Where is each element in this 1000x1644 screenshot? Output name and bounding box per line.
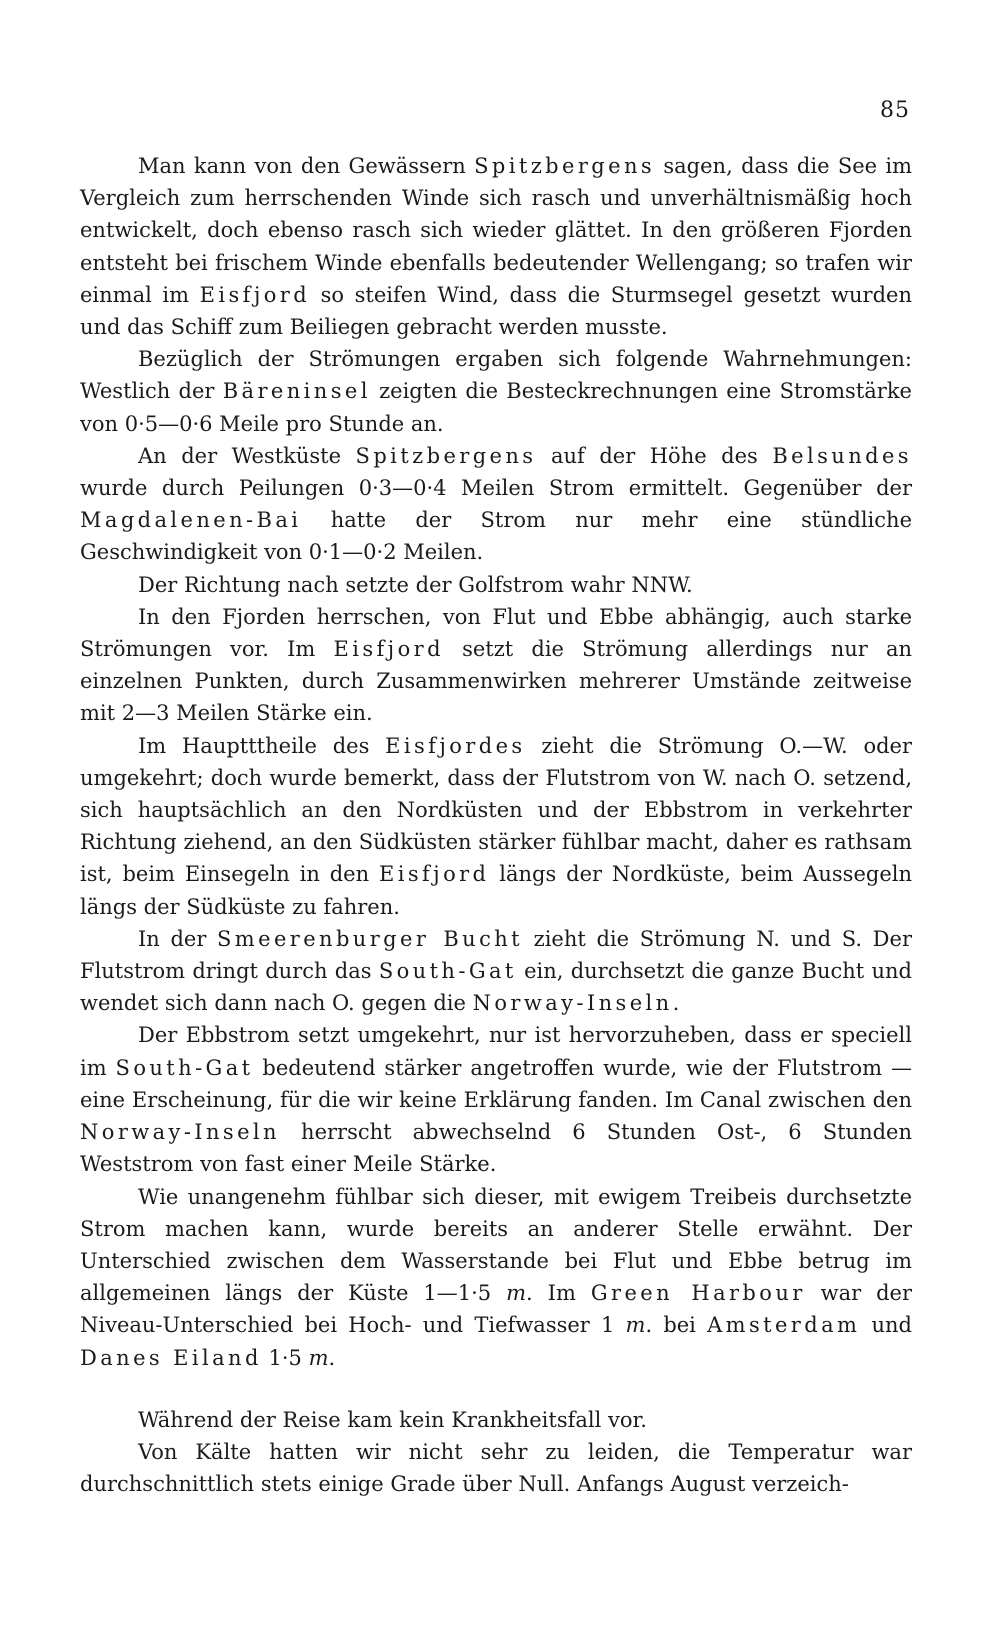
text-run: 1·5 xyxy=(261,1345,309,1370)
text-run: herrscht abwechselnd 6 Stunden Ost-, 6 Stunden Weststrom von fast einer Meile Stärke. xyxy=(80,1120,912,1177)
text-run: auf der Höhe des xyxy=(536,443,773,468)
spaced-name: Eisfjord xyxy=(199,282,311,307)
spaced-name: Belsundes xyxy=(772,443,912,468)
spaced-name: Danes Eiland xyxy=(80,1345,262,1370)
spaced-name: Eisfjord xyxy=(333,637,444,662)
text-run: hatte der Strom nur mehr eine stündliche Geschwindigkeit von 0·1—0·2 Meilen. xyxy=(80,508,912,565)
text-run: zeigten die Besteckrechnungen eine Stromstärke von 0·5—0·6 Meile pro Stunde an. xyxy=(80,379,912,436)
paragraph xyxy=(80,150,912,343)
paragraph xyxy=(80,440,912,569)
paragraph xyxy=(80,343,912,440)
text-run: In den Fjorden herrschen, von Flut und Ebbe abhängig, auch starke Strömungen vor. Im xyxy=(80,604,912,662)
spaced-name: Norway-Inseln xyxy=(80,1120,280,1145)
text-run: . bei xyxy=(645,1313,708,1338)
spaced-name: Amsterdam xyxy=(707,1313,861,1338)
text-run: Im Hauptttheile des xyxy=(138,733,386,758)
paragraph xyxy=(80,1404,912,1436)
spaced-name: Green Harbour xyxy=(590,1281,806,1306)
text-run: Man kann von den Gewässern xyxy=(138,154,475,178)
text-run: . xyxy=(328,1345,336,1370)
text-run: Wie unangenehm fühlbar sich dieser, mit ewigem Treibeis durchsetzte Strom machen kann, wurde bereits an anderer Stelle erwähnt. Der Unterschied zwischen dem Wasserstande bei Flut und Ebbe betrug im allgemeinen längs der Küste 1—1·5 xyxy=(80,1184,912,1306)
text-run: so steifen Wind, dass die Sturmsegel gesetzt wurden und das Schiff zum Beiliegen gebracht werden musste. xyxy=(80,282,912,340)
page-number: 85 xyxy=(880,98,910,123)
spaced-name: South-Gat xyxy=(378,959,517,984)
text-run: Der Richtung nach setzte der Golfstrom wahr NNW. xyxy=(138,572,693,597)
spaced-name: South-Gat xyxy=(115,1055,254,1080)
spaced-name: Smeerenburger Bucht xyxy=(217,926,524,951)
text-run: bedeutend stärker angetroffen wurde, wie der Flutstrom — eine Erscheinung, für die wir keine Erklärung fanden. Im Canal zwischen den xyxy=(80,1055,912,1112)
paragraph xyxy=(80,1181,912,1374)
text-run: Während der Reise kam kein Krankheitsfall vor. xyxy=(138,1407,647,1432)
body-text xyxy=(80,150,912,1500)
paragraph xyxy=(80,1019,912,1180)
text-run: längs der Nordküste, beim Aussegeln längs der Südküste zu fahren. xyxy=(80,862,912,919)
text-run: ein, durchsetzt die ganze Bucht und wendet sich dann nach O. gegen die xyxy=(80,959,912,1016)
text-run: setzt die Strömung allerdings nur an einzelnen Punkten, durch Zusammenwirken mehrerer Umstände zeitweise mit 2—3 Meilen Stärke ein. xyxy=(80,637,913,726)
italic-unit: m xyxy=(625,1313,646,1338)
text-run: war der Niveau-Unterschied bei Hoch- und Tiefwasser 1 xyxy=(80,1281,913,1338)
text-run: zieht die Strömung N. und S. Der Flutstrom dringt durch das xyxy=(80,926,912,984)
spaced-name: Spitzbergens xyxy=(355,443,537,468)
text-run: und xyxy=(860,1313,912,1338)
text-run: . Im xyxy=(526,1281,591,1306)
spaced-name: Spitzbergens xyxy=(474,154,656,178)
text-run: Von Kälte hatten wir nicht sehr zu leiden, die Temperatur war durchschnittlich stets einige Grade über Null. Anfangs August verzeich- xyxy=(80,1439,912,1497)
text-run: zieht die Strömung O.—W. oder umgekehrt; doch wurde bemerkt, dass der Flutstrom von W. nach O. setzend, sich hauptsächlich an den Nordküsten und der Ebbstrom in verkehrter Richtung ziehend, an den Südküsten stärker fühlbar macht, daher es rathsam ist, beim Einsegeln in den xyxy=(80,733,912,887)
text-run: sagen, dass die See im Vergleich zum herrschenden Winde sich rasch und unverhältnismäßig hoch entwickelt, doch ebenso rasch sich wieder glättet. In den größeren Fjorden entsteht bei frischem Winde ebenfalls bedeutender Wellengang; so trafen wir einmal im xyxy=(80,154,913,307)
text-run: In der xyxy=(138,926,218,951)
spaced-name: Eisfjordes xyxy=(385,733,526,758)
italic-unit: m xyxy=(506,1281,527,1306)
spaced-name: Eisfjord xyxy=(378,862,490,887)
text-run: . xyxy=(672,991,680,1016)
text-run: Bezüglich der Strömungen ergaben sich folgende Wahrnehmungen: Westlich der xyxy=(80,347,912,404)
text-run: Der Ebbstrom setzt umgekehrt, nur ist hervorzuheben, dass er speciell im xyxy=(80,1023,912,1080)
paragraph xyxy=(80,923,912,1020)
text-run: An der Westküste xyxy=(138,443,356,468)
paragraph xyxy=(80,1436,912,1500)
spaced-name: Magdalenen-Bai xyxy=(80,508,302,533)
text-run: wurde durch Peilungen 0·3—0·4 Meilen Strom ermittelt. Gegenüber der xyxy=(80,476,912,501)
paragraph xyxy=(80,601,912,730)
spaced-name: Norway-Inseln xyxy=(472,991,673,1016)
italic-unit: m xyxy=(308,1345,329,1370)
spaced-name: Bäreninsel xyxy=(222,379,371,404)
paragraph xyxy=(80,730,912,923)
paragraph xyxy=(80,569,912,601)
